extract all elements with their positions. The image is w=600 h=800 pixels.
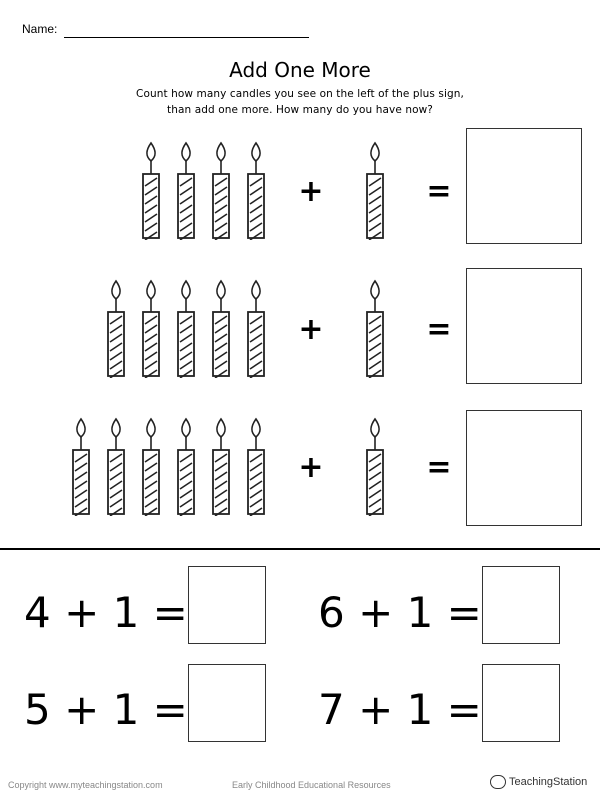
worksheet-title: Add One More bbox=[229, 58, 371, 82]
equals-sign: = bbox=[426, 174, 452, 209]
equation-answer-box[interactable] bbox=[188, 566, 266, 644]
plus-sign: + bbox=[298, 174, 324, 209]
plus-sign: + bbox=[298, 312, 324, 347]
candle-icon bbox=[362, 140, 388, 240]
instructions-line-2: than add one more. How many do you have now? bbox=[167, 104, 433, 116]
equation-6-plus-1: 6 + 1 = bbox=[318, 588, 482, 637]
answer-box[interactable] bbox=[466, 268, 582, 384]
candle-group-add bbox=[0, 416, 400, 516]
equation-4-plus-1: 4 + 1 = bbox=[24, 588, 188, 637]
candle-icon bbox=[362, 416, 388, 516]
equation-answer-box[interactable] bbox=[482, 664, 560, 742]
equation-7-plus-1: 7 + 1 = bbox=[318, 685, 482, 734]
candle-icon bbox=[362, 278, 388, 378]
equation-5-plus-1: 5 + 1 = bbox=[24, 685, 188, 734]
name-label: Name: bbox=[22, 22, 58, 36]
logo-text: TeachingStation bbox=[509, 776, 588, 788]
footer-copyright: Copyright www.myteachingstation.com bbox=[8, 780, 163, 790]
candle-group-add bbox=[0, 140, 400, 240]
candle-group-add bbox=[0, 278, 400, 378]
answer-box[interactable] bbox=[466, 410, 582, 526]
speech-bubble-icon bbox=[490, 775, 506, 789]
name-line[interactable] bbox=[64, 37, 309, 38]
equals-sign: = bbox=[426, 450, 452, 485]
instructions-line-1: Count how many candles you see on the left of the plus sign, bbox=[136, 88, 464, 100]
answer-box[interactable] bbox=[466, 128, 582, 244]
section-divider bbox=[0, 548, 600, 550]
footer-tagline: Early Childhood Educational Resources bbox=[232, 780, 391, 790]
teaching-station-logo bbox=[490, 775, 587, 789]
equals-sign: = bbox=[426, 312, 452, 347]
equation-answer-box[interactable] bbox=[188, 664, 266, 742]
plus-sign: + bbox=[298, 450, 324, 485]
equation-answer-box[interactable] bbox=[482, 566, 560, 644]
